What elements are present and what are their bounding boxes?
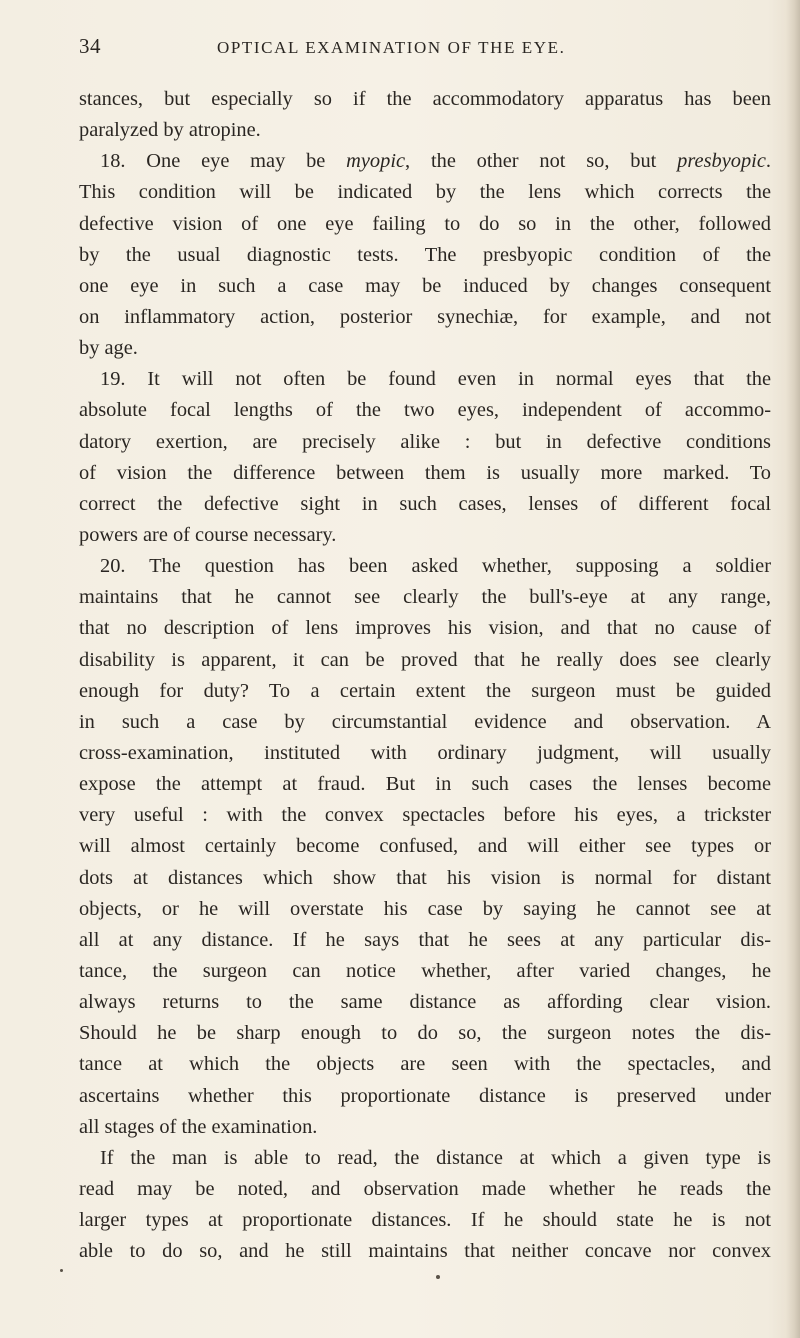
italic-term-myopic: myopic [346, 150, 406, 173]
text-line: maintains that he cannot see clearly the bull's-eye at any range, [79, 586, 771, 609]
text-line: always returns to the same distance as affording clear vision. [79, 991, 771, 1014]
text-line: by the usual diagnostic tests. The presbyopic condition of the [79, 243, 771, 266]
text-line: Should he be sharp enough to do so, the surgeon notes the dis- [79, 1022, 771, 1045]
text-line: able to do so, and he still maintains that neither concave nor convex [79, 1240, 771, 1263]
text-line: all stages of the examination. [79, 1115, 318, 1138]
text-line: read may be noted, and observation made whether he reads the [79, 1177, 771, 1200]
text-line: that no description of lens improves his vision, and that no cause of [79, 617, 771, 640]
running-title: OPTICAL EXAMINATION OF THE EYE. [217, 38, 566, 57]
text-run: , the other not so, but [405, 150, 678, 173]
text-line: absolute focal lengths of the two eyes, independent of accommo- [79, 399, 771, 422]
paragraph-19-first-line: 19. It will not often be found even in normal eyes that the [100, 368, 771, 391]
text-line: objects, or he will overstate his case by saying he cannot see at [79, 897, 771, 920]
ink-speck [436, 1275, 440, 1279]
text-run: . [765, 150, 771, 173]
page-number: 34 [79, 34, 101, 58]
text-line: This condition will be indicated by the lens which corrects the [79, 181, 771, 204]
ink-speck [60, 1269, 63, 1272]
running-header [79, 34, 769, 64]
text-line: defective vision of one eye failing to do so in the other, followed [79, 212, 771, 235]
text-line: enough for duty? To a certain extent the surgeon must be guided [79, 679, 771, 702]
text-line: all at any distance. If he says that he sees at any particular dis- [79, 928, 771, 951]
text-line: very useful : with the convex spectacles before his eyes, a trickster [79, 804, 771, 827]
text-line: stances, but especially so if the accommodatory apparatus has been [79, 88, 771, 110]
text-line: tance at which the objects are seen with the spectacles, and [79, 1053, 771, 1076]
text-line: in such a case by circumstantial evidence and observation. A [79, 710, 771, 733]
text-line: on inflammatory action, posterior synechiæ, for example, and not [79, 305, 771, 328]
text-line: larger types at proportionate distances. If he should state he is not [79, 1209, 771, 1232]
text-line: cross-examination, instituted with ordinary judgment, will usually [79, 741, 771, 764]
text-line: one eye in such a case may be induced by changes consequent [79, 274, 771, 297]
text-line: disability is apparent, it can be proved that he really does see clearly [79, 648, 771, 671]
text-line: correct the defective sight in such cases, lenses of different focal [79, 492, 771, 515]
page-edge-shadow [786, 0, 800, 1338]
text-line: paralyzed by atropine. [79, 119, 261, 142]
paragraph-18-first-line [79, 146, 771, 177]
text-line: will almost certainly become confused, and will either see types or [79, 835, 771, 858]
paragraph-21-first-line: If the man is able to read, the distance at which a given type is [100, 1146, 771, 1169]
text-line: dots at distances which show that his vision is normal for distant [79, 866, 771, 889]
text-line: datory exertion, are precisely alike : but in defective conditions [79, 430, 771, 453]
body-text [79, 84, 771, 1267]
text-line: expose the attempt at fraud. But in such cases the lenses become [79, 773, 771, 796]
text-line: by age. [79, 337, 138, 360]
text-run: 18. One eye may be [100, 150, 347, 173]
text-line: powers are of course necessary. [79, 523, 337, 546]
paragraph-20-first-line: 20. The question has been asked whether, supposing a soldier [100, 555, 771, 578]
text-line: tance, the surgeon can notice whether, after varied changes, he [79, 959, 771, 982]
text-line: of vision the difference between them is usually more marked. To [79, 461, 771, 484]
text-line: ascertains whether this proportionate distance is preserved under [79, 1084, 771, 1107]
italic-term-presbyopic: presbyopic [677, 150, 766, 173]
